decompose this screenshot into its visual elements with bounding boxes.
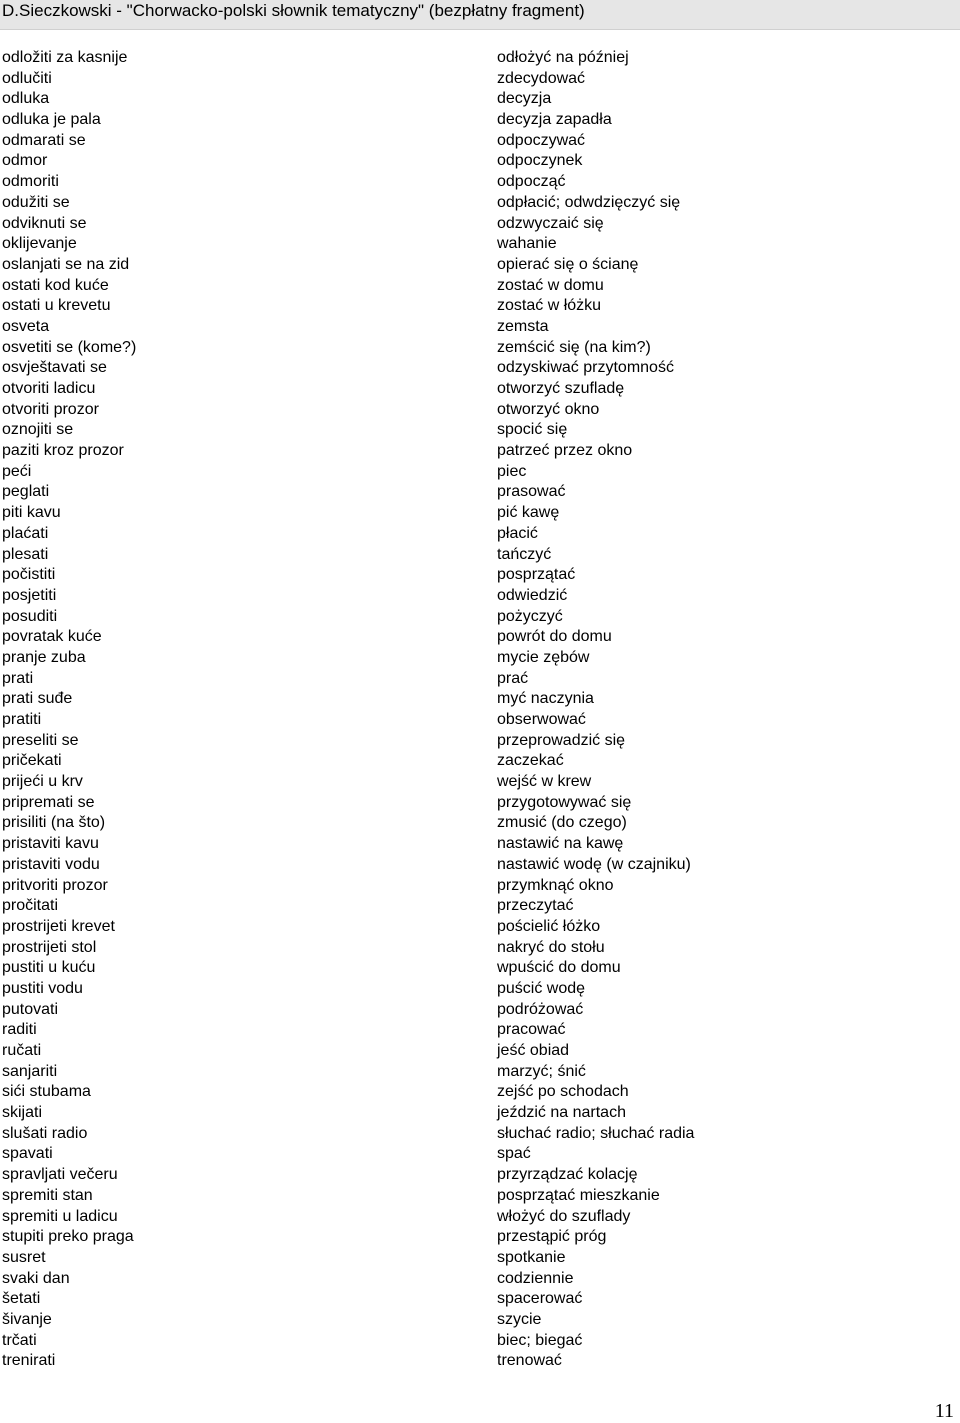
polish-translation: pożyczyć: [497, 607, 563, 625]
croatian-term: spravljati večeru: [2, 1166, 118, 1184]
polish-translation: wpuścić do domu: [497, 959, 621, 977]
croatian-term: oklijevanje: [2, 235, 77, 253]
polish-translation: codziennie: [497, 1269, 574, 1287]
croatian-term: šetati: [2, 1290, 41, 1308]
croatian-term: povratak kuće: [2, 628, 102, 646]
polish-translation: piec: [497, 462, 527, 480]
croatian-term: trčati: [2, 1331, 37, 1349]
croatian-term: preseliti se: [2, 731, 79, 749]
polish-translation: przygotowywać się: [497, 793, 632, 811]
polish-translation: pracować: [497, 1021, 566, 1039]
croatian-term: paziti kroz prozor: [2, 442, 124, 460]
document-header: [0, 0, 960, 30]
croatian-term: počistiti: [2, 566, 56, 584]
croatian-column: [2, 48, 482, 1372]
polish-translation: jeździć na nartach: [497, 1104, 626, 1122]
croatian-term: raditi: [2, 1021, 37, 1039]
croatian-term: otvoriti prozor: [2, 400, 99, 418]
document-title: D.Sieczkowski - "Chorwacko-polski słownik tematyczny" (bezpłatny fragment): [2, 1, 585, 20]
croatian-term: sići stubama: [2, 1083, 91, 1101]
croatian-term: prati: [2, 669, 34, 687]
croatian-term: plaćati: [2, 524, 49, 542]
polish-translation: przeczytać: [497, 897, 574, 915]
polish-translation: mycie zębów: [497, 648, 590, 666]
page-number: 11: [934, 1400, 954, 1422]
polish-translation: nastawić na kawę: [497, 835, 624, 853]
croatian-term: spremiti u ladicu: [2, 1207, 118, 1225]
polish-translation: powrót do domu: [497, 628, 612, 646]
polish-translation: odłożyć na później: [497, 49, 629, 66]
croatian-term: šivanje: [2, 1310, 52, 1328]
polish-translation: patrzeć przez okno: [497, 442, 633, 460]
polish-translation: posprzątać: [497, 566, 576, 584]
croatian-term: odmarati se: [2, 131, 86, 149]
polish-translation: zostać w domu: [497, 276, 604, 294]
polish-translation: obserwować: [497, 711, 586, 728]
croatian-term: osveta: [2, 317, 50, 335]
croatian-term: slušati radio: [2, 1124, 88, 1142]
polish-translation: biec; biegać: [497, 1331, 583, 1349]
polish-translation: otworzyć okno: [497, 400, 600, 418]
polish-translation: nakryć do stołu: [497, 938, 605, 956]
polish-translation: zemsta: [497, 317, 549, 335]
croatian-term: odložiti za kasnije: [2, 49, 128, 66]
polish-translation: odpłacić; odwdzięczyć się: [497, 193, 681, 211]
polish-translation: zostać w łóżku: [497, 297, 602, 315]
polish-translation: pić kawę: [497, 504, 560, 522]
croatian-term: pustiti vodu: [2, 979, 83, 997]
croatian-term: pristaviti vodu: [2, 855, 100, 873]
polish-translation: zmusić (do czego): [497, 814, 627, 832]
polish-translation: przestąpić próg: [497, 1228, 607, 1246]
polish-translation: otworzyć szufladę: [497, 380, 625, 397]
polish-translation: odpocząć: [497, 173, 566, 191]
polish-translation: opierać się o ścianę: [497, 255, 639, 273]
croatian-term: prisiliti (na što): [2, 814, 106, 832]
croatian-term: peći: [2, 462, 32, 480]
polish-translation: podróżować: [497, 1000, 584, 1018]
polish-translation: decyzja zapadła: [497, 111, 612, 129]
polish-translation: decyzja: [497, 90, 552, 108]
croatian-term: plesati: [2, 545, 49, 563]
polish-translation: odzwyczaić się: [497, 214, 604, 232]
croatian-term: otvoriti ladicu: [2, 380, 96, 397]
croatian-term: posuditi: [2, 607, 58, 625]
croatian-term: svaki dan: [2, 1269, 70, 1287]
croatian-term: oslanjati se na zid: [2, 255, 130, 273]
polish-translation: przeprowadzić się: [497, 731, 626, 749]
polish-translation: nastawić wodę (w czajniku): [497, 855, 691, 873]
croatian-term: trenirati: [2, 1352, 56, 1370]
polish-translation: jeść obiad: [497, 1042, 570, 1059]
polish-translation: posprzątać mieszkanie: [497, 1186, 660, 1204]
croatian-term: skijati: [2, 1104, 43, 1122]
polish-translation: trenować: [497, 1352, 562, 1370]
polish-translation: pościelić łóżko: [497, 917, 601, 935]
polish-translation: płacić: [497, 524, 538, 542]
croatian-term: osvetiti se (kome?): [2, 338, 137, 356]
croatian-term: pranje zuba: [2, 648, 86, 666]
croatian-term: odviknuti se: [2, 214, 87, 232]
polish-translation: wahanie: [497, 235, 557, 253]
croatian-term: prijeći u krv: [2, 773, 83, 791]
polish-translation: odpoczynek: [497, 152, 583, 170]
polish-translation: odpoczywać: [497, 131, 586, 149]
polish-translation: myć naczynia: [497, 690, 594, 708]
croatian-term: osvještavati se: [2, 359, 107, 377]
croatian-term: pustiti u kuću: [2, 959, 96, 977]
croatian-term: odluka: [2, 90, 50, 108]
polish-translation: zejść po schodach: [497, 1083, 629, 1101]
croatian-term: sanjariti: [2, 1062, 58, 1080]
polish-translation: szycie: [497, 1310, 542, 1328]
croatian-term: prostrijeti krevet: [2, 917, 115, 935]
croatian-term: oznojiti se: [2, 421, 74, 439]
polish-translation: słuchać radio; słuchać radia: [497, 1124, 695, 1142]
polish-translation: przymknąć okno: [497, 876, 614, 894]
croatian-term: piti kavu: [2, 504, 61, 522]
croatian-term: pristaviti kavu: [2, 835, 99, 853]
polish-translation: zdecydować: [497, 69, 586, 87]
polish-translation: odwiedzić: [497, 586, 568, 604]
croatian-term: odužiti se: [2, 193, 70, 211]
polish-translation: marzyć; śnić: [497, 1062, 586, 1080]
croatian-term: putovati: [2, 1000, 59, 1018]
polish-translation: zemścić się (na kim?): [497, 338, 651, 356]
polish-translation: spocić się: [497, 421, 568, 439]
croatian-term: prati suđe: [2, 690, 73, 708]
croatian-term: susret: [2, 1248, 46, 1266]
croatian-term: pripremati se: [2, 793, 95, 811]
polish-translation: zaczekać: [497, 752, 564, 770]
polish-translation: spać: [497, 1145, 531, 1163]
croatian-term: ostati kod kuće: [2, 276, 109, 294]
croatian-term: odmoriti: [2, 173, 59, 191]
croatian-term: odlučiti: [2, 69, 52, 87]
polish-translation: spotkanie: [497, 1248, 566, 1266]
polish-column: [497, 48, 957, 1372]
polish-translation: puścić wodę: [497, 979, 586, 997]
croatian-term: odmor: [2, 152, 48, 170]
polish-translation: włożyć do szuflady: [497, 1207, 631, 1225]
croatian-term: pritvoriti prozor: [2, 876, 108, 894]
polish-translation: prać: [497, 669, 529, 687]
croatian-term: posjetiti: [2, 586, 57, 604]
polish-translation: tańczyć: [497, 545, 552, 563]
croatian-term: spavati: [2, 1145, 53, 1163]
croatian-term: peglati: [2, 483, 50, 501]
polish-translation: przyrządzać kolację: [497, 1166, 638, 1184]
croatian-term: pratiti: [2, 711, 42, 728]
polish-translation: wejść w krew: [497, 773, 592, 791]
croatian-term: prostrijeti stol: [2, 938, 97, 956]
croatian-term: ostati u krevetu: [2, 297, 111, 315]
croatian-term: odluka je pala: [2, 111, 101, 129]
croatian-term: stupiti preko praga: [2, 1228, 134, 1246]
polish-translation: spacerować: [497, 1290, 583, 1308]
polish-translation: odzyskiwać przytomność: [497, 359, 674, 377]
croatian-term: pričekati: [2, 752, 62, 770]
croatian-term: ručati: [2, 1042, 42, 1059]
croatian-term: pročitati: [2, 897, 59, 915]
polish-translation: prasować: [497, 483, 566, 501]
croatian-term: spremiti stan: [2, 1186, 93, 1204]
